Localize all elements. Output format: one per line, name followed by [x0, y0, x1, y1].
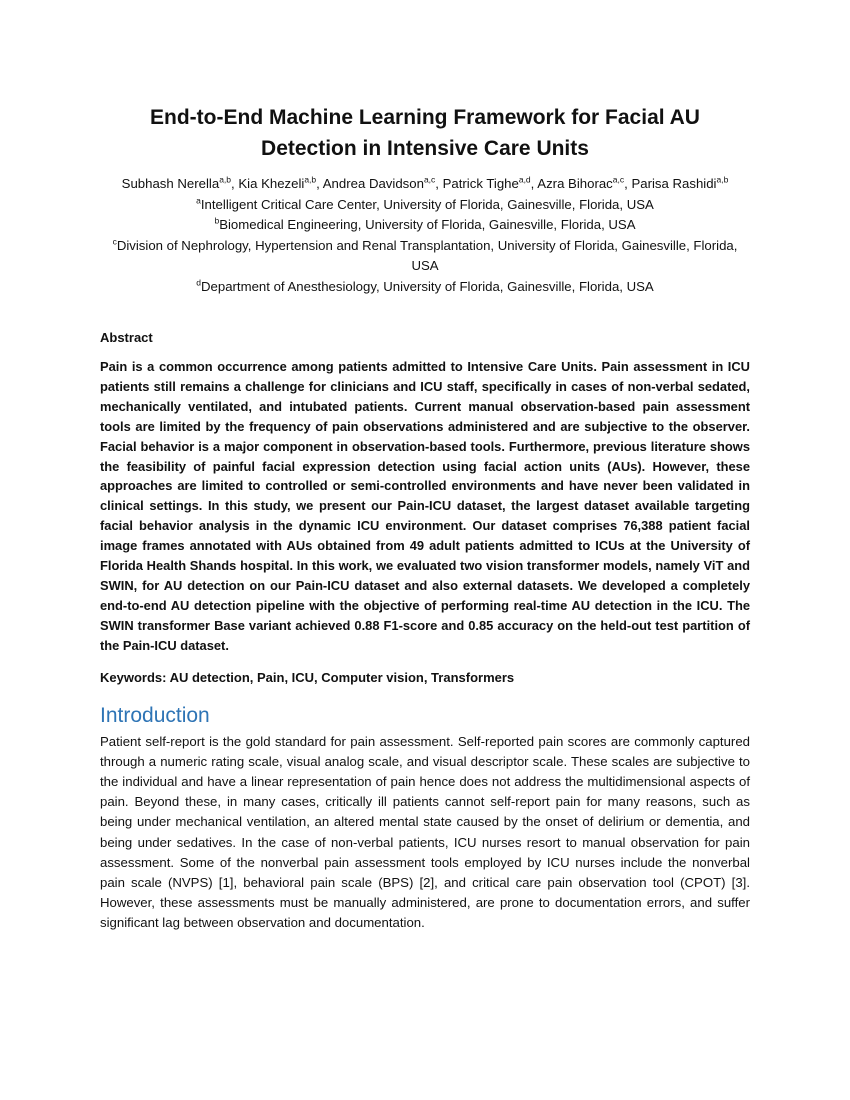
- affiliation-mark: d: [196, 277, 201, 288]
- author-affiliation-mark: a,c: [423, 174, 436, 185]
- paper-title: [100, 102, 750, 164]
- keywords: Keywords: AU detection, Pain, ICU, Computer vision, Transformers: [100, 669, 515, 685]
- author: Parisa Rashidi: [631, 176, 717, 191]
- affiliation-text: Intelligent Critical Care Center, University of Florida, Gainesville, Florida, USA: [200, 196, 654, 212]
- author-affiliation-mark: a,b: [304, 174, 317, 185]
- author: Patrick Tighe: [442, 176, 519, 191]
- author: Subhash Nerella: [121, 176, 220, 191]
- author-affiliation-mark: a,c: [612, 174, 625, 185]
- section-heading-introduction: Introduction: [100, 703, 210, 727]
- author: Azra Bihorac: [537, 176, 613, 191]
- affiliation-text: Department of Anesthesiology, University of Florida, Gainesville, Florida, USA: [201, 278, 654, 294]
- title-line-1: End-to-End Machine Learning Framework for Facial AU: [150, 106, 700, 129]
- author-affiliation-mark: a,b: [219, 174, 232, 185]
- title-line-2: Detection in Intensive Care Units: [261, 137, 589, 160]
- affiliation-d: [100, 277, 750, 298]
- author-affiliation-mark: a,b: [716, 174, 729, 185]
- affiliation-c: [100, 236, 750, 277]
- author: Kia Khezeli: [238, 176, 305, 191]
- affiliation-text: Biomedical Engineering, University of Florida, Gainesville, Florida, USA: [219, 217, 636, 232]
- affiliation-b: [100, 215, 750, 236]
- affiliation-text: Division of Nephrology, Hypertension and Renal Transplantation, University of Florida, Gainesville, Florida, USA: [116, 237, 738, 273]
- author: Andrea Davidson: [322, 176, 424, 191]
- author-list: Subhash Nerella$^{a,b}$, Kia Khezeli$^{a,b}$, Andrea Davidson$^{a,c}$, Patrick Tighe$^{a,d}$, Azra Bihorac$^{a,c}$, Parisa Rashidi$^{a,b}$: [121, 174, 729, 191]
- introduction-text: Patient self-report is the gold standard for pain assessment. Self-reported pain scores are commonly captured through a numeric rating scale, visual analog scale, and visual descriptor scale. These scales are subjective to the individual and have a linear representation of pain hence does not address the multidimensional aspects of pain. Beyond these, in many cases, critically ill patients cannot self-report pain for many reasons, such as being under mechanical ventilation, an altered mental state caused by the onset of delirium or dementia, and being under sedatives. In the case of non-verbal patients, ICU nurses resort to manual observation for pain assessment. Some of the nonverbal pain assessment tools employed by ICU nurses include the nonverbal pain scale (NVPS) [1], behavioral pain scale (BPS) [2], and critical care pain observation tool (CPOT) [3]. However, these assessments must be manually administered, are prone to documentation errors, and suffer significant lag between observation and documentation.: [100, 733, 750, 931]
- affiliation-mark: c: [112, 236, 117, 247]
- abstract-heading: Abstract: [100, 330, 153, 345]
- author-affiliation-mark: a,d: [518, 174, 531, 185]
- abstract-text: Pain is a common occurrence among patients admitted to Intensive Care Units. Pain assessment in ICU patients still remains a challenge for clinicians and ICU staff, specifically in cases of non-verbal sedated, mechanically ventilated, and intubated patients. Current manual observation-based pain assessment tools are limited by the frequency of pain observations administered and are subjective to the observer. Facial behavior is a major component in observation-based tools. Furthermore, previous literature shows the feasibility of painful facial expression detection using facial action units (AUs). However, these approaches are limited to controlled or semi-controlled environments and have never been validated in clinical settings. In this study, we present our Pain-ICU dataset, the largest dataset available targeting facial behavior analysis in the dynamic ICU environment. Our dataset comprises 76,388 patient facial image frames annotated with AUs obtained from 49 adult patients admitted to ICUs at the University of Florida Health Shands hospital. In this work, we evaluated two vision transformer models, namely ViT and SWIN, for AU detection on our Pain-ICU dataset and also external datasets. We developed a completely end-to-end AU detection pipeline with the objective of performing real-time AU detection in the ICU. The SWIN transformer Base variant achieved 0.88 F1-score and 0.85 accuracy on the held-out test partition of the Pain-ICU dataset.: [100, 359, 750, 653]
- affiliation-mark: b: [214, 215, 220, 226]
- affiliation-a: [100, 195, 750, 216]
- affiliation-mark: a: [196, 195, 201, 206]
